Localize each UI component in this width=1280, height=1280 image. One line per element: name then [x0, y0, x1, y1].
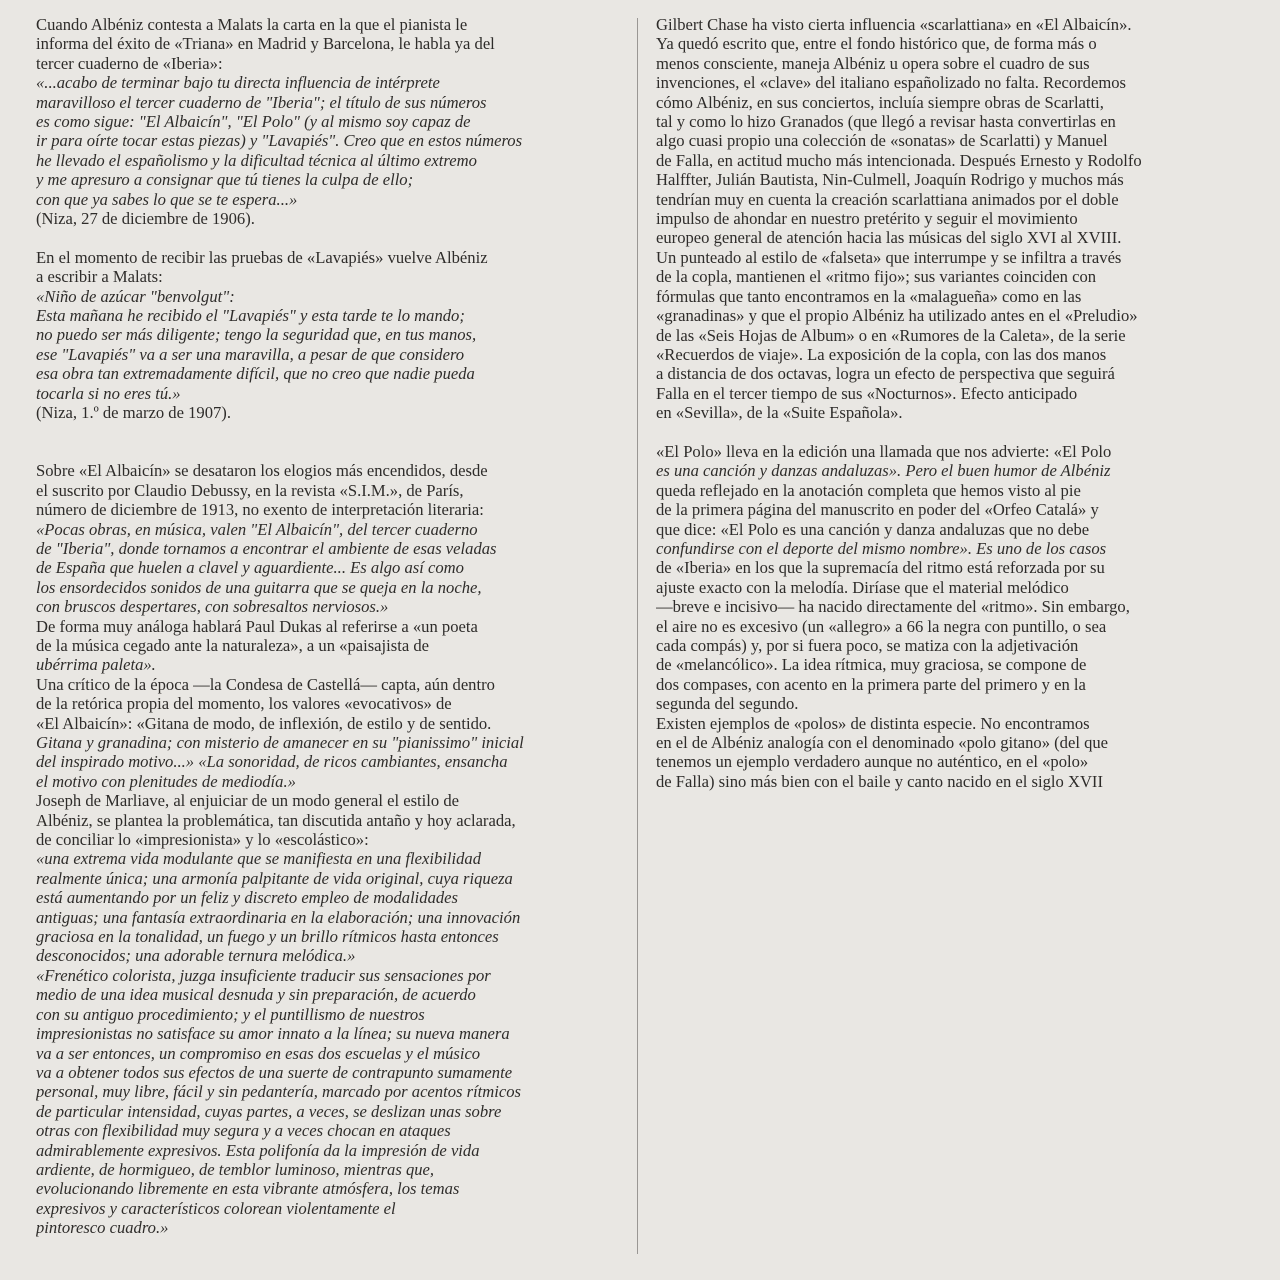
text-line: evolucionando libremente en esta vibrante atmósfera, los temas [36, 1179, 460, 1199]
text-line: de la primera página del manuscrito en poder del «Orfeo Catalá» y [656, 500, 1099, 520]
text-line: de Falla) sino más bien con el baile y canto nacido en el siglo XVII [656, 771, 1103, 791]
text-line: Una crítico de la época —la Condesa de Castellá— capta, aún dentro [36, 674, 495, 694]
text-line: impresionistas no satisface su amor innato a la línea; su nueva manera [36, 1024, 510, 1044]
text-line: va a obtener todos sus efectos de una suerte de contrapunto sumamente [36, 1062, 513, 1082]
text-line: de particular intensidad, cuyas partes, a veces, se deslizan unas sobre [36, 1101, 502, 1121]
text-line: Un punteado al estilo de «falseta» que interrumpe y se infiltra a través [656, 247, 1122, 267]
text-line: tal y como lo hizo Granados (que llegó a revisar hasta convertirlas en [656, 112, 1116, 132]
text-line: a escribir a Malats: [36, 267, 163, 287]
text-line: ardiente, de hormigueo, de temblor luminoso, mientras que, [36, 1159, 435, 1179]
text-line: número de diciembre de 1913, no exento de interpretación literaria: [36, 500, 484, 520]
text-line: ubérrima paleta». [36, 655, 156, 675]
text-line: que dice: «El Polo es una canción y danza andaluzas que no debe [656, 519, 1090, 539]
text-line: tercer cuaderno de «Iberia»: [36, 53, 223, 73]
text-line: «...acabo de terminar bajo tu directa influencia de intérprete [36, 73, 440, 93]
text-line: (Niza, 1.º de marzo de 1907). [36, 403, 231, 423]
text-line: Falla en el tercer tiempo de sus «Nocturnos». Efecto anticipado [656, 383, 1078, 403]
text-line: no puedo ser más diligente; tengo la seguridad que, en tus manos, [36, 325, 477, 345]
text-line: maravilloso el tercer cuaderno de "Iberia"; el título de sus números [36, 92, 487, 112]
text-line: el aire no es excesivo (un «allegro» a 66 la negra con puntillo, o sea [656, 616, 1107, 636]
text-line: impulso de ahondar en nuestro pretérito y seguir el movimiento [656, 209, 1078, 229]
text-line: «El Albaicín»: «Gitana de modo, de inflexión, de estilo y de sentido. [36, 713, 492, 733]
text-line: invenciones, el «clave» del italiano españolizado no falta. Recordemos [656, 73, 1126, 93]
text-line: con bruscos despertares, con sobresaltos nerviosos.» [36, 597, 389, 617]
column-divider [637, 18, 638, 1254]
text-line: esa obra tan extremadamente difícil, que no creo que nadie pueda [36, 364, 475, 384]
text-line: En el momento de recibir las pruebas de «Lavapiés» vuelve Albéniz [36, 247, 488, 267]
text-line: Esta mañana he recibido el "Lavapiés" y esta tarde te lo mando; [36, 306, 465, 326]
right-text-column [656, 15, 1242, 791]
text-line: expresivos y característicos colorean violentamente el [36, 1198, 396, 1218]
text-line: con que ya sabes lo que se te espera...» [36, 189, 298, 209]
text-line: admirablemente expresivos. Esta polifonía da la impresión de vida [36, 1140, 480, 1160]
text-line: desconocidos; una adorable ternura melódica.» [36, 946, 356, 966]
text-line: es como sigue: "El Albaicín", "El Polo" (y al mismo soy capaz de [36, 112, 471, 132]
text-line: de las «Seis Hojas de Album» o en «Rumores de la Caleta», de la serie [656, 325, 1126, 345]
text-line: de "Iberia", donde tornamos a encontrar el ambiente de esas veladas [36, 538, 497, 558]
text-line: va a ser entonces, un compromiso en esas dos escuelas y el músico [36, 1043, 481, 1063]
text-line: (Niza, 27 de diciembre de 1906). [36, 209, 255, 229]
text-line: Gitana y granadina; con misterio de amanecer en su "pianissimo" inicial [36, 733, 524, 752]
text-line: de la copla, mantienen el «ritmo fijo»; sus variantes coinciden con [656, 267, 1097, 287]
text-line: Existen ejemplos de «polos» de distinta especie. No encontramos [656, 713, 1090, 733]
text-line [36, 423, 624, 442]
text-line: «granadinas» y que el propio Albéniz ha utilizado antes en el «Preludio» [656, 306, 1138, 326]
text-line: de «melancólico». La idea rítmica, muy graciosa, se compone de [656, 655, 1087, 675]
text-line: Gilbert Chase ha visto cierta influencia «scarlattiana» en «El Albaicín». [656, 15, 1132, 34]
text-line: de la música cegado ante la naturaleza», a un «paisajista de [36, 635, 429, 655]
text-line: tenemos un ejemplo verdadero aunque no auténtico, en el «polo» [656, 752, 1089, 772]
text-line: Halffter, Julián Bautista, Nin-Culmell, Joaquín Rodrigo y muchos más [656, 170, 1124, 190]
text-line: personal, muy libre, fácil y sin pedantería, marcado por acentos rítmicos [36, 1082, 522, 1102]
text-line: tocarla si no eres tú.» [36, 383, 181, 403]
text-line: «El Polo» lleva en la edición una llamada que nos advierte: «El Polo [656, 441, 1112, 461]
text-line: antiguas; una fantasía extraordinaria en la elaboración; una innovación [36, 907, 521, 927]
text-line: De forma muy análoga hablará Paul Dukas al referirse a «un poeta [36, 616, 478, 636]
text-line: Cuando Albéniz contesta a Malats la carta en la que el pianista le [36, 15, 468, 34]
text-line: ese "Lavapiés" va a ser una maravilla, a pesar de que considero [36, 344, 465, 364]
text-line: en «Sevilla», de la «Suite Española». [656, 403, 903, 423]
text-line: europeo general de atención hacia las músicas del siglo XVI al XVIII. [656, 228, 1122, 248]
text-line: graciosa en la tonalidad, un fuego y un brillo rítmicos hasta entonces [36, 927, 499, 947]
text-line: segunda del segundo. [656, 694, 799, 714]
text-line: cada compás) y, por si fuera poco, se matiza con la adjetivación [656, 635, 1079, 655]
text-line: a distancia de dos octavas, logra un efecto de perspectiva que seguirá [656, 364, 1115, 384]
text-line: «Frenético colorista, juzga insuficiente traducir sus sensaciones por [36, 965, 491, 985]
text-line: en el de Albéniz analogía con el denominado «polo gitano» (del que [656, 733, 1109, 753]
text-line: «Recuerdos de viaje». La exposición de la copla, con las dos manos [656, 344, 1107, 364]
text-line: menos consciente, maneja Albéniz u opera sobre el cuadro de sus [656, 53, 1090, 73]
text-line: he llevado el españolismo y la dificultad técnica al último extremo [36, 150, 477, 170]
text-line: «una extrema vida modulante que se manifiesta en una flexibilidad [36, 849, 482, 869]
text-line: de la retórica propia del momento, los valores «evocativos» de [36, 694, 452, 714]
text-line: informa del éxito de «Triana» en Madrid y Barcelona, le habla ya del [36, 34, 495, 54]
text-line: pintoresco cuadro.» [36, 1218, 169, 1238]
text-line: otras con flexibilidad muy segura y a veces chocan en ataques [36, 1121, 451, 1141]
text-line: —breve e incisivo— ha nacido directamente del «ritmo». Sin embargo, [656, 597, 1130, 617]
left-text-column [36, 15, 624, 1238]
text-line: algo cuasi propio una colección de «sonatas» de Scarlatti) y Manuel [656, 131, 1108, 151]
text-line: ir para oírte tocar estas piezas) y "Lavapiés". Creo que en estos números [36, 131, 523, 151]
text-line: el motivo con plenitudes de mediodía.» [36, 771, 296, 791]
text-line: y me apresuro a consignar que tú tienes la culpa de ello; [36, 170, 414, 190]
text-line: Sobre «El Albaicín» se desataron los elogios más encendidos, desde [36, 461, 488, 481]
text-line: Albéniz, se plantea la problemática, tan discutida antaño y hoy aclarada, [36, 810, 516, 830]
text-line: medio de una idea musical desnuda y sin preparación, de acuerdo [36, 985, 476, 1005]
text-line: del inspirado motivo...» «La sonoridad, de ricos cambiantes, ensancha [36, 752, 508, 772]
text-line: de España que huelen a clavel y aguardiente... Es algo así como [36, 558, 464, 578]
text-line: tendrían muy en cuenta la creación scarlattiana animados por el doble [656, 189, 1119, 209]
text-line: Joseph de Marliave, al enjuiciar de un modo general el estilo de [36, 791, 459, 811]
text-line: de Falla, en actitud mucho más intencionada. Después Ernesto y Rodolfo [656, 150, 1142, 170]
text-line: con su antiguo procedimiento; y el puntillismo de nuestros [36, 1004, 425, 1024]
text-line: ajuste exacto con la melodía. Diríase que el material melódico [656, 577, 1069, 597]
text-line: cómo Albéniz, en sus conciertos, incluía siempre obras de Scarlatti, [656, 92, 1104, 112]
text-line: es una canción y danzas andaluzas». Pero el buen humor de Albéniz [656, 461, 1111, 481]
text-line: de «Iberia» en los que la supremacía del ritmo está reforzada por su [656, 558, 1105, 578]
text-line: está aumentando por un feliz y discreto empleo de modalidades [36, 888, 458, 908]
text-line: los ensordecidos sonidos de una guitarra que se queja en la noche, [36, 577, 482, 597]
text-line: queda reflejado en la anotación completa que hemos visto al pie [656, 480, 1081, 500]
text-line: de conciliar lo «impresionista» y lo «escolástico»: [36, 830, 369, 850]
text-line: realmente única; una armonía palpitante de vida original, cuya riqueza [36, 868, 513, 888]
text-line: «Pocas obras, en música, valen "El Albaicín", del tercer cuaderno [36, 519, 478, 539]
text-line: el suscrito por Claudio Debussy, en la revista «S.I.M.», de París, [36, 480, 464, 500]
text-line: «Niño de azúcar "benvolgut": [36, 286, 235, 306]
text-line: Ya quedó escrito que, entre el fondo histórico que, de forma más o [656, 34, 1097, 54]
text-line: confundirse con el deporte del mismo nombre». Es uno de los casos [656, 538, 1107, 558]
text-line: dos compases, con acento en la primera parte del primero y en la [656, 674, 1086, 694]
text-line: fórmulas que tanto encontramos en la «malagueña» como en las [656, 286, 1082, 306]
